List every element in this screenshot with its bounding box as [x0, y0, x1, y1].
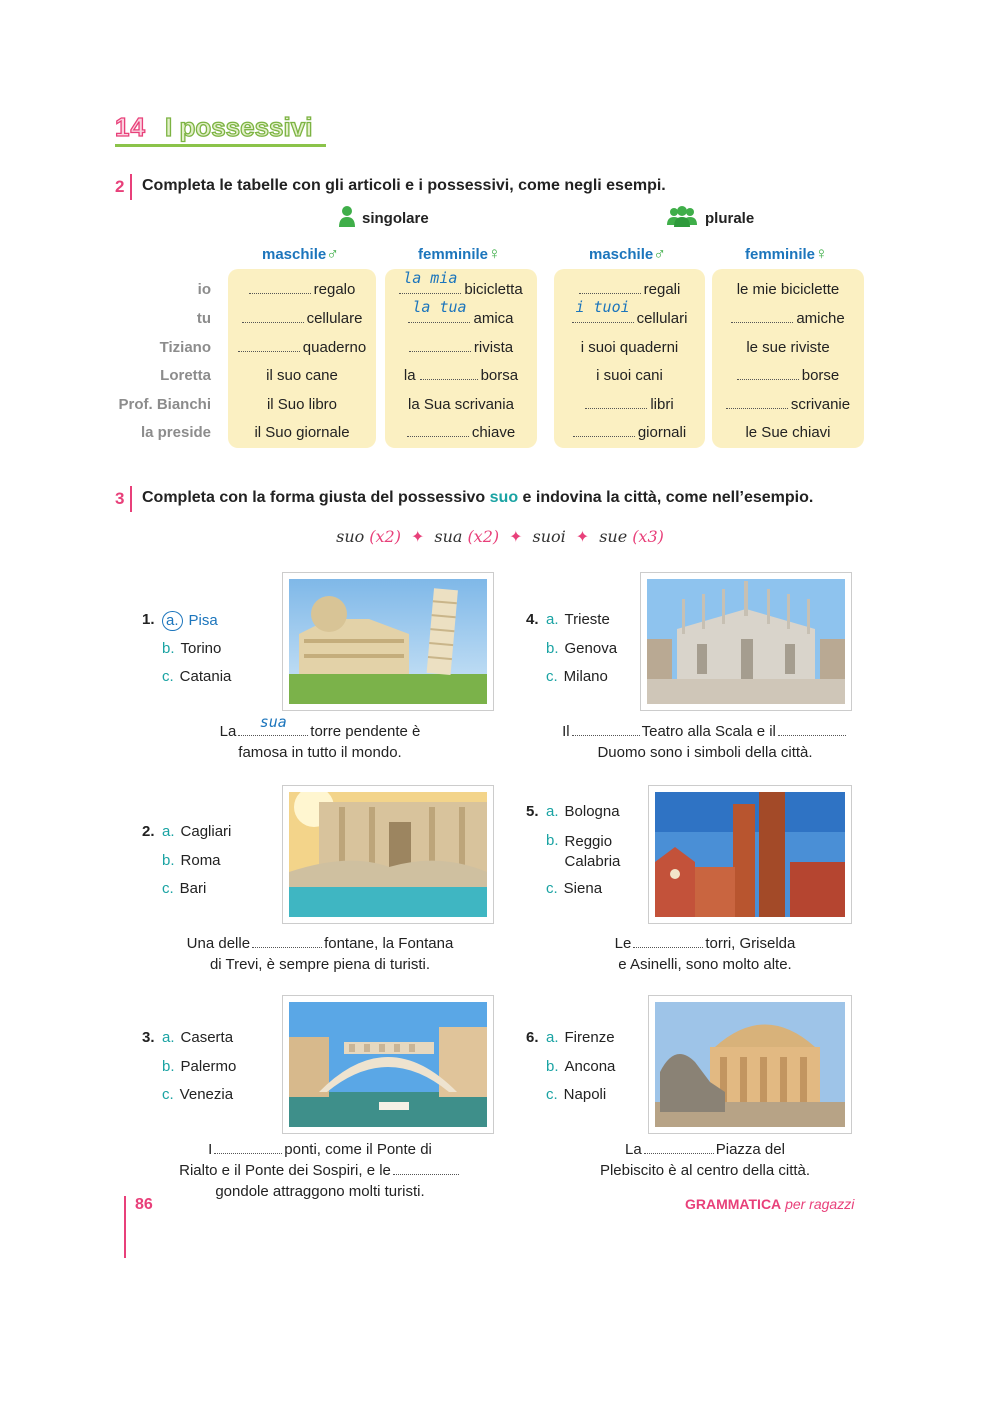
singular-label: singolare — [362, 210, 429, 227]
table-cell[interactable] — [554, 281, 705, 298]
photo-bologna — [649, 786, 851, 923]
option-text: Ancona — [564, 1057, 616, 1075]
sentence — [555, 933, 855, 975]
table-cell: la Sua scrivania — [408, 396, 514, 413]
table-cell: il suo cane — [266, 367, 338, 384]
option-text: Reggio Calabria — [564, 832, 621, 870]
question-number: 5. — [526, 803, 539, 820]
answer-blank[interactable] — [572, 723, 640, 736]
question-number: 4. — [526, 611, 539, 628]
handwritten-answer: la mia — [403, 269, 458, 287]
answer-blank[interactable] — [407, 424, 469, 437]
option-letter: a. — [546, 803, 559, 820]
answer-option[interactable] — [546, 880, 602, 898]
answer-blank[interactable] — [585, 396, 647, 409]
cell-noun: libri — [650, 396, 674, 413]
answer-blank[interactable] — [573, 424, 635, 437]
cell-noun: cellulare — [306, 310, 363, 327]
sentence-text: I — [208, 1141, 213, 1158]
sentence-text: Teatro alla Scala e il — [641, 723, 776, 740]
option-letter: b. — [546, 831, 559, 849]
answer-blank[interactable] — [399, 269, 461, 294]
table-cell[interactable] — [554, 298, 705, 327]
table-cell[interactable] — [228, 281, 376, 298]
table-cell: le mie biciclette — [736, 281, 840, 298]
answer-blank[interactable] — [408, 298, 470, 323]
person-icon — [338, 205, 356, 227]
exercise-3-bar — [130, 486, 132, 512]
option-letter: b. — [162, 639, 175, 657]
option-text: Caserta — [180, 1029, 234, 1046]
chapter-title: I possessivi — [165, 112, 313, 142]
photo-pisa — [283, 573, 493, 710]
table-cell[interactable] — [385, 339, 537, 356]
wordbank-word: suo — [336, 527, 365, 546]
sentence-text: Il — [562, 723, 570, 740]
option-letter: a. — [166, 612, 179, 629]
sentence-text: e Asinelli, sono molto alte. — [618, 956, 792, 973]
cell-noun: scrivanie — [790, 396, 851, 413]
table-cell[interactable] — [228, 310, 376, 327]
option-letter: b. — [546, 1057, 559, 1075]
sentence-text: famosa in tutto il mondo. — [238, 744, 402, 761]
photo-roma — [283, 786, 493, 923]
option-text: Firenze — [564, 1029, 615, 1046]
table-cell[interactable] — [385, 367, 537, 384]
sentence — [555, 1139, 855, 1181]
sentence — [185, 933, 455, 975]
option-text: Genova — [564, 639, 618, 657]
footer-brand: GRAMMATICA per ragazzi — [685, 1196, 855, 1212]
sentence-text: Piazza del — [715, 1141, 785, 1158]
answer-option[interactable] — [546, 611, 610, 629]
answer-option[interactable] — [162, 852, 221, 870]
table-cell[interactable] — [385, 424, 537, 441]
word-bank — [0, 527, 1000, 546]
cell-noun: bicicletta — [464, 281, 523, 298]
group-icon — [667, 205, 697, 227]
option-letter: a. — [546, 611, 559, 628]
option-letter: a. — [162, 1029, 175, 1046]
exercise-2-instruction: Completa le tabelle con gli articoli e i possessivi, come negli esempi. — [142, 177, 666, 194]
option-text: Roma — [180, 851, 221, 869]
wordbank-count: (x2) — [467, 527, 500, 546]
cell-noun: amiche — [796, 310, 845, 327]
answer-blank[interactable] — [726, 396, 788, 409]
option-text: Catania — [179, 668, 232, 685]
cell-noun: rivista — [473, 339, 514, 356]
exercise-2-number: 2 — [115, 177, 125, 196]
table-cell[interactable] — [228, 339, 376, 356]
option-text: Torino — [180, 639, 222, 657]
exercise-3-number: 3 — [115, 489, 125, 508]
sentence-text: Plebiscito è al centro della città. — [599, 1162, 811, 1179]
male-icon: ♂ — [653, 244, 666, 263]
answer-blank[interactable] — [249, 281, 311, 294]
table-cell[interactable] — [712, 367, 864, 384]
answer-option[interactable] — [162, 1058, 236, 1076]
option-letter: a. — [546, 1029, 559, 1046]
sentence-text: Le — [614, 935, 632, 952]
wordbank-count: (x2) — [369, 527, 401, 546]
option-text: Siena — [563, 880, 603, 897]
page-bar — [124, 1196, 126, 1258]
answer-blank[interactable] — [238, 339, 300, 352]
photo-napoli — [649, 996, 851, 1133]
table-cell[interactable] — [385, 269, 537, 298]
option-text: Trieste — [564, 611, 610, 628]
table-cell: il Suo libro — [266, 396, 338, 413]
wordbank-word: suoi — [532, 527, 566, 546]
sentence-text: di Trevi, è sempre piena di turisti. — [209, 956, 431, 973]
option-letter: b. — [546, 639, 559, 657]
option-letter: a. — [162, 823, 175, 840]
person-label: tu — [196, 310, 211, 327]
header-masc-sing: maschile♂ — [262, 244, 339, 263]
answer-blank[interactable] — [252, 935, 322, 948]
option-text: Pisa — [188, 612, 218, 629]
answer-blank[interactable] — [633, 935, 703, 948]
option-letter: c. — [162, 880, 174, 897]
option-letter: b. — [162, 851, 175, 869]
photo-milano — [641, 573, 851, 710]
option-letter: c. — [162, 1086, 174, 1103]
answer-blank[interactable] — [579, 281, 641, 294]
cell-noun: cellulari — [636, 310, 688, 327]
option-letter: c. — [162, 668, 174, 685]
table-cell[interactable] — [712, 310, 864, 327]
sentence-text: gondole attraggono molti turisti. — [215, 1183, 425, 1200]
answer-blank[interactable] — [572, 298, 634, 323]
person-label: Prof. Bianchi — [118, 396, 211, 413]
wordbank-word: sua — [434, 527, 463, 546]
table-cell[interactable] — [554, 396, 705, 413]
table-cell[interactable] — [385, 298, 537, 327]
page-number: 86 — [135, 1196, 153, 1213]
answer-blank[interactable] — [420, 367, 478, 380]
female-icon: ♀ — [815, 244, 828, 263]
answer-option[interactable] — [546, 1086, 606, 1104]
sentence-text: La — [219, 723, 237, 740]
answer-option[interactable] — [162, 880, 206, 898]
option-text: Bari — [179, 880, 207, 897]
answer-option[interactable] — [546, 1029, 615, 1047]
answer-option[interactable] — [546, 668, 608, 686]
cell-noun: regalo — [313, 281, 356, 298]
answer-blank[interactable] — [778, 723, 846, 736]
cell-noun: giornali — [637, 424, 687, 441]
plural-label: plurale — [705, 210, 755, 227]
wordbank-word: sue — [599, 527, 628, 546]
table-cell: le Sue chiavi — [745, 424, 831, 441]
sentence-text: Rialto e il Ponte dei Sospiri, e le — [179, 1162, 391, 1179]
handwritten-answer: sua — [259, 713, 287, 731]
answer-blank[interactable] — [731, 310, 793, 323]
answer-option[interactable] — [162, 1086, 233, 1104]
exercise-2-bar — [130, 174, 132, 200]
answer-option[interactable] — [546, 1058, 615, 1076]
star-icon: ✦ — [509, 527, 523, 546]
photo-venezia — [283, 996, 493, 1133]
table-cell: i suoi cani — [596, 367, 663, 384]
answer-option[interactable] — [162, 640, 221, 658]
chapter-underline — [115, 144, 326, 147]
table-cell[interactable] — [554, 424, 705, 441]
person-label: la preside — [140, 424, 211, 441]
answer-blank[interactable] — [737, 367, 799, 380]
option-letter: b. — [162, 1057, 175, 1075]
answer-blank[interactable] — [393, 1162, 459, 1175]
question-number: 1. — [142, 611, 155, 628]
answer-blank[interactable] — [242, 310, 304, 323]
option-letter: c. — [546, 880, 558, 897]
cell-noun: quaderno — [302, 339, 367, 356]
male-icon: ♂ — [326, 244, 339, 263]
cell-noun: amica — [473, 310, 514, 327]
option-letter: c. — [546, 1086, 558, 1103]
answer-option[interactable] — [162, 668, 231, 686]
option-text: Milano — [563, 668, 608, 685]
header-masc-plur: maschile♂ — [589, 244, 666, 263]
exercise-3-instruction: Completa con la forma giusta del possessivo suo e indovina la città, come nell’esempio. — [142, 489, 814, 506]
option-text: Venezia — [179, 1086, 234, 1103]
sentence-text: Duomo sono i simboli della città. — [597, 744, 813, 761]
answer-option[interactable] — [546, 832, 625, 872]
handwritten-answer: la tua — [412, 298, 467, 316]
header-fem-sing: femminile♀ — [418, 244, 501, 263]
sentence — [555, 721, 855, 763]
header-fem-plur: femminile♀ — [745, 244, 828, 263]
star-icon: ✦ — [575, 527, 590, 546]
answer-option[interactable] — [162, 1029, 233, 1047]
handwritten-answer: i tuoi — [575, 298, 630, 316]
cell-noun: borse — [801, 367, 840, 384]
question-number: 3. — [142, 1029, 155, 1046]
option-text: Palermo — [180, 1057, 237, 1075]
option-text: Bologna — [564, 803, 620, 820]
sentence-text: La — [625, 1141, 642, 1158]
sentence-text: torri, Griselda — [705, 935, 796, 952]
question-number: 6. — [526, 1029, 539, 1046]
sentence — [175, 1139, 465, 1202]
table-cell: i suoi quaderni — [580, 339, 679, 356]
table-cell: il Suo giornale — [254, 424, 350, 441]
answer-blank[interactable] — [409, 339, 471, 352]
sentence — [185, 713, 455, 763]
cell-noun: chiave — [471, 424, 516, 441]
answer-blank[interactable] — [214, 1141, 282, 1154]
star-icon: ✦ — [410, 527, 425, 546]
sentence-text: fontane, la Fontana — [324, 935, 454, 952]
person-label: io — [197, 281, 211, 298]
cell-noun: borsa — [480, 367, 519, 384]
answer-option[interactable] — [546, 640, 617, 658]
option-text: Napoli — [563, 1086, 607, 1103]
table-cell: le sue riviste — [746, 339, 830, 356]
table-cell[interactable] — [712, 396, 864, 413]
female-icon: ♀ — [488, 244, 501, 263]
answer-option[interactable] — [162, 611, 218, 631]
answer-option[interactable] — [546, 803, 620, 821]
cell-prefix: la — [403, 367, 416, 384]
wordbank-count: (x3) — [632, 527, 664, 546]
sentence-text: torre pendente è — [310, 723, 421, 740]
sentence-text: ponti, come il Ponte di — [284, 1141, 432, 1158]
person-label: Loretta — [160, 367, 211, 384]
person-label: Tiziano — [159, 339, 211, 356]
option-letter: c. — [546, 668, 558, 685]
cell-noun: regali — [643, 281, 681, 298]
option-text: Cagliari — [180, 823, 232, 840]
sentence-text: Una delle — [186, 935, 251, 952]
question-number: 2. — [142, 823, 155, 840]
answer-blank[interactable] — [644, 1141, 714, 1154]
chapter-number: 14 — [115, 112, 146, 142]
answer-option[interactable] — [162, 823, 231, 841]
answer-blank[interactable] — [238, 713, 308, 736]
selected-circle — [162, 611, 183, 631]
